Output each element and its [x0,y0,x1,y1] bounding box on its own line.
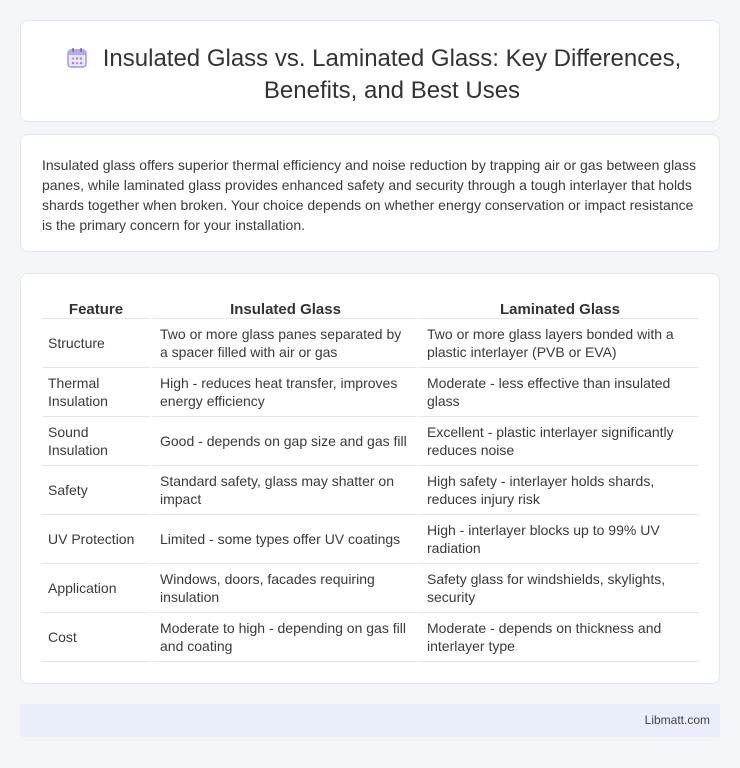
cell-feature: Application [42,564,150,613]
cell-laminated: High safety - interlayer holds shards, reduces injury risk [417,466,699,515]
table-row [42,319,699,368]
intro-card [20,134,720,252]
header-feature: Feature [42,296,150,319]
cell-feature: UV Protection [42,515,150,564]
page-title: Insulated Glass vs. Laminated Glass: Key Differences, Benefits, and Best Uses [102,45,682,104]
footer-brand[interactable]: Libmatt.com [644,713,710,727]
cell-feature: Sound Insulation [42,417,150,466]
cell-insulated: Moderate to high - depending on gas fill and coating [150,613,417,662]
table-row [42,368,699,417]
cell-feature: Cost [42,613,150,662]
table-row [42,613,699,662]
cell-insulated: High - reduces heat transfer, improves energy efficiency [150,368,417,417]
cell-laminated: Two or more glass layers bonded with a plastic interlayer (PVB or EVA) [417,319,699,368]
table-row [42,466,699,515]
intro-paragraph: Insulated glass offers superior thermal efficiency and noise reduction by trapping air or gas between glass panes, while laminated glass provides enhanced safety and security through a tough interlayer that holds shards together when broken. Your choice depends on whether energy conservation or impact resistance is the primary concern for your installation. [42,157,696,233]
header-laminated: Laminated Glass [417,296,699,319]
cell-laminated: Moderate - less effective than insulated glass [417,368,699,417]
cell-laminated: High - interlayer blocks up to 99% UV radiation [417,515,699,564]
table-header-row [42,296,699,319]
table-row [42,564,699,613]
cell-laminated: Safety glass for windshields, skylights, security [417,564,699,613]
table-row [42,417,699,466]
cell-laminated: Moderate - depends on thickness and interlayer type [417,613,699,662]
cell-insulated: Windows, doors, facades requiring insulation [150,564,417,613]
footer-bar [20,704,720,737]
title-card [20,20,720,122]
cell-insulated: Good - depends on gap size and gas fill [150,417,417,466]
comparison-card [20,273,720,684]
cell-insulated: Two or more glass panes separated by a spacer filled with air or gas [150,319,417,368]
cell-insulated: Limited - some types offer UV coatings [150,515,417,564]
comparison-table [42,296,699,662]
cell-insulated: Standard safety, glass may shatter on impact [150,466,417,515]
cell-feature: Structure [42,319,150,368]
cell-laminated: Excellent - plastic interlayer significantly reduces noise [417,417,699,466]
cell-feature: Safety [42,466,150,515]
table-row [42,515,699,564]
cell-feature: Thermal Insulation [42,368,150,417]
header-insulated: Insulated Glass [150,296,417,319]
